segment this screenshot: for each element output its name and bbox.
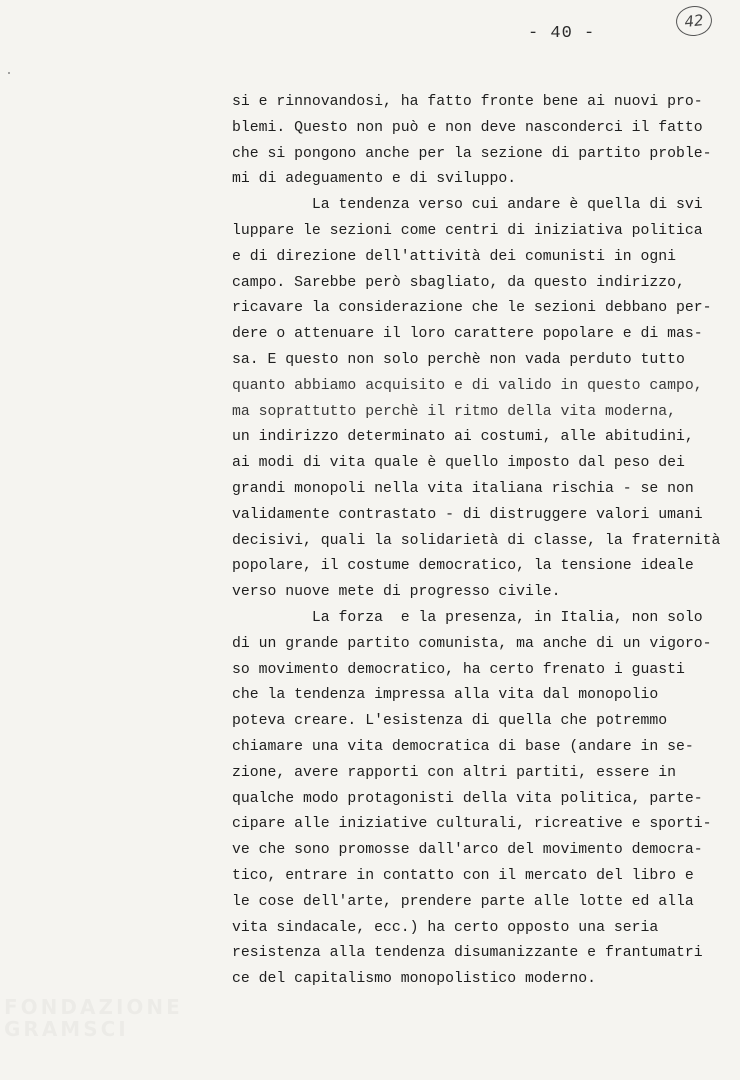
text-line: che si pongono anche per la sezione di partito proble- [232, 145, 712, 162]
text-line: verso nuove mete di progresso civile. [232, 584, 561, 601]
text-line: ce del capitalismo monopolistico moderno. [232, 971, 597, 988]
text-line: che la tendenza impressa alla vita dal monopolio [232, 687, 659, 704]
text-line: e di direzione dell'attività dei comunisti in ogni [232, 248, 676, 265]
text-line: popolare, il costume democratico, la tensione ideale [232, 558, 694, 575]
foundation-watermark [4, 996, 183, 1040]
text-line: chiamare una vita democratica di base (andare in se- [232, 738, 694, 755]
watermark-line [4, 996, 183, 1018]
text-line: ricavare la considerazione che le sezioni debbano per- [232, 300, 712, 317]
page-number: - 40 - [528, 24, 596, 43]
typed-body-text [232, 90, 721, 993]
text-line: resistenza alla tendenza disumanizzante e frantumatri [232, 945, 703, 962]
text-line: campo. Sarebbe però sbagliato, da questo indirizzo, [232, 274, 685, 291]
archive-number: 42 [683, 11, 705, 31]
text-line: decisivi, quali la solidarietà di classe, la fraternità [232, 532, 721, 549]
text-line: so movimento democratico, ha certo frenato i guasti [232, 661, 685, 678]
text-line: grandi monopoli nella vita italiana rischia - se non [232, 480, 694, 497]
text-line: mi di adeguamento e di sviluppo. [232, 171, 517, 188]
text-line: La forza e la presenza, in Italia, non solo [232, 609, 703, 626]
text-line: cipare alle iniziative culturali, ricreative e sporti- [232, 816, 712, 833]
text-line: validamente contrastato - di distruggere valori umani [232, 506, 703, 523]
text-line: ve che sono promosse dall'arco del movimento democra- [232, 842, 703, 859]
text-line: tico, entrare in contatto con il mercato del libro e [232, 867, 694, 884]
text-line: ai modi di vita quale è quello imposto dal peso dei [232, 455, 685, 472]
margin-speck [8, 72, 10, 74]
text-line: dere o attenuare il loro carattere popolare e di mas- [232, 326, 703, 343]
text-line: qualche modo protagonisti della vita politica, parte- [232, 790, 703, 807]
text-line: poteva creare. L'esistenza di quella che potremmo [232, 713, 668, 730]
text-line: di un grande partito comunista, ma anche di un vigoro- [232, 635, 712, 652]
text-line: ma soprattutto perchè il ritmo della vita moderna, [232, 403, 676, 420]
watermark-line [4, 1018, 183, 1040]
text-line: blemi. Questo non può e non deve nasconderci il fatto [232, 119, 703, 136]
text-line: vita sindacale, ecc.) ha certo opposto una seria [232, 919, 659, 936]
text-line: si e rinnovandosi, ha fatto fronte bene ai nuovi pro- [232, 94, 703, 110]
text-line: quanto abbiamo acquisito e di valido in questo campo, [232, 377, 703, 394]
text-line: sa. E questo non solo perchè non vada perduto tutto [232, 351, 685, 368]
text-line: luppare le sezioni come centri di iniziativa politica [232, 222, 703, 239]
text-line: zione, avere rapporti con altri partiti, essere in [232, 764, 676, 781]
text-line: La tendenza verso cui andare è quella di svi [232, 197, 703, 214]
archive-number-stamp [675, 4, 714, 38]
text-line: le cose dell'arte, prendere parte alle lotte ed alla [232, 893, 694, 910]
text-line: un indirizzo determinato ai costumi, alle abitudini, [232, 429, 694, 446]
